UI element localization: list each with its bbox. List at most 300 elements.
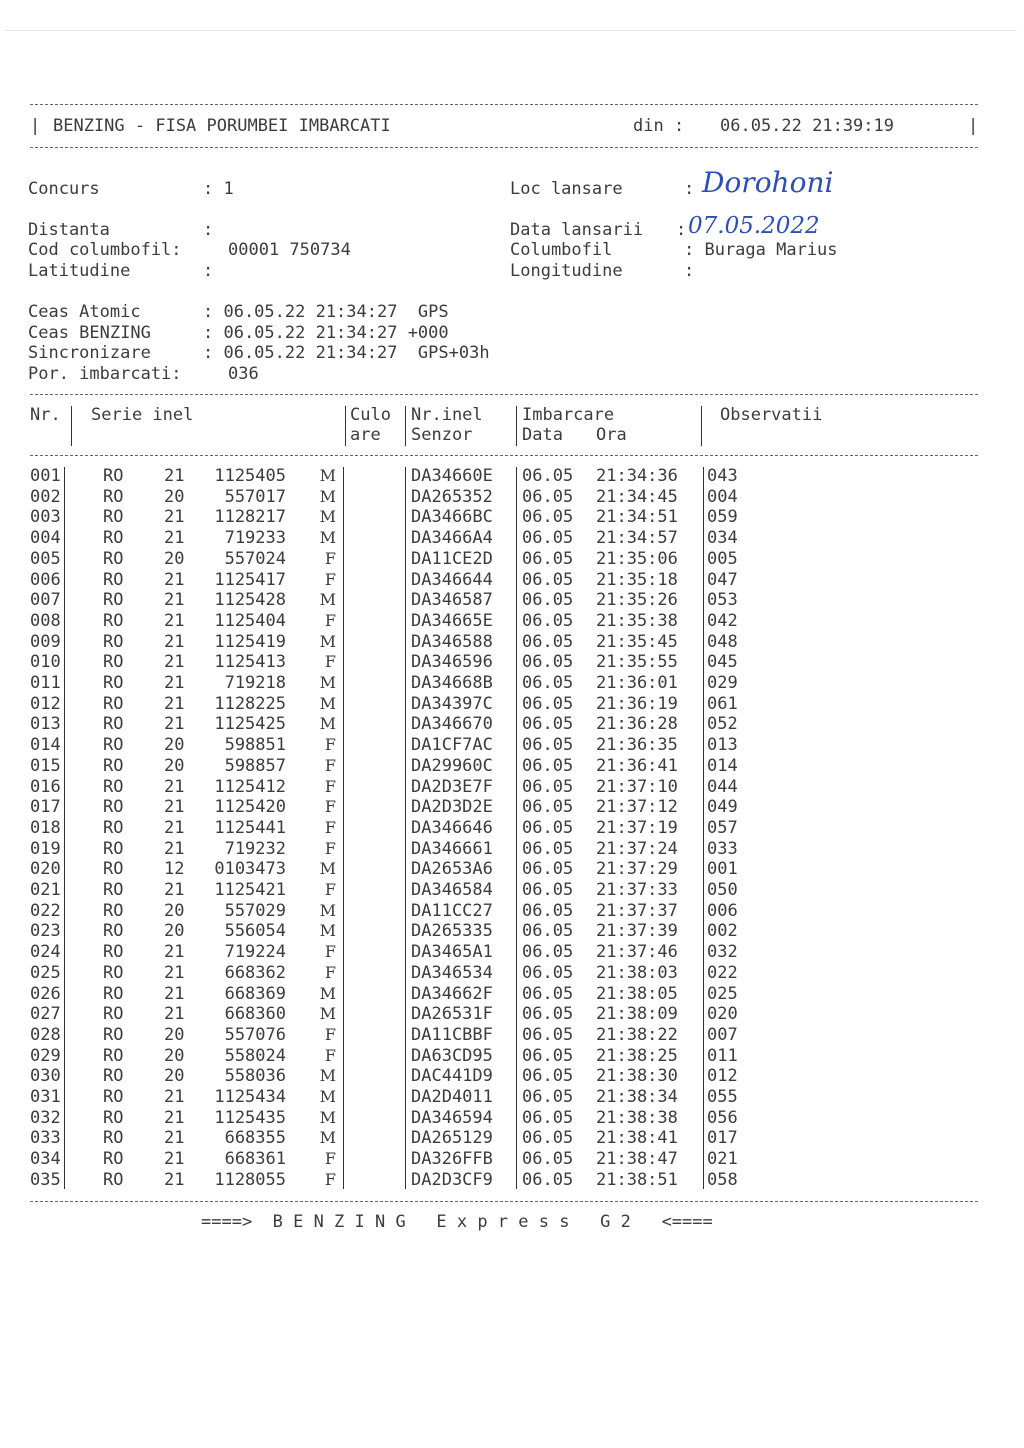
row-nr: 003	[30, 507, 61, 528]
imbarcare-time: 21:38:30	[596, 1066, 678, 1087]
ring-year: 21	[164, 838, 185, 859]
imbarcare-time: 21:35:06	[596, 548, 678, 569]
table-row	[0, 818, 1024, 838]
imbarcare-time: 21:35:18	[596, 569, 678, 590]
ring-country: RO	[103, 528, 124, 549]
ring-number: 1125404	[214, 610, 286, 631]
ring-year: 21	[164, 590, 185, 611]
row-nr: 007	[30, 590, 61, 611]
ring-country: RO	[103, 1107, 124, 1128]
row-nr: 014	[30, 735, 61, 756]
observatii: 047	[707, 569, 738, 590]
table-row	[0, 984, 1024, 1004]
table-row	[0, 839, 1024, 859]
table-row	[0, 859, 1024, 879]
ring-year: 21	[164, 1128, 185, 1149]
imbarcare-date: 06.05	[522, 880, 574, 900]
row-nr: 016	[30, 776, 61, 797]
sensor-id: DA346587	[411, 590, 493, 611]
ring-year: 21	[164, 673, 185, 693]
ring-country: RO	[103, 1087, 124, 1107]
sensor-id: DA2653A6	[411, 859, 493, 880]
table-row	[0, 694, 1024, 714]
imbarcare-time: 21:37:37	[596, 900, 678, 921]
imbarcare-time: 21:38:09	[596, 1004, 678, 1025]
table-row	[0, 901, 1024, 921]
columbofil-value: : Buraga Marius	[684, 240, 838, 260]
por-imbarcati-label: Por. imbarcati:	[28, 364, 182, 384]
latitudine-label: Latitudine	[28, 261, 131, 281]
sensor-id: DA265352	[411, 486, 493, 507]
row-nr: 028	[30, 1024, 61, 1045]
sensor-id: DA265129	[411, 1128, 493, 1149]
ring-country: RO	[103, 900, 124, 921]
data-lansarii-handwritten: 07.05.2022	[688, 213, 820, 239]
loc-lansare-sep: :	[684, 179, 695, 199]
header-top-rule	[30, 104, 978, 105]
imbarcare-time: 21:38:34	[596, 1087, 678, 1107]
ring-number: 719233	[224, 528, 286, 549]
sensor-id: DA346670	[411, 714, 493, 735]
observatii: 025	[707, 983, 738, 1004]
data-lansarii-sep: :	[676, 220, 687, 240]
col-header-serie-inel: Serie inel	[91, 405, 194, 425]
ring-number: 1125428	[214, 590, 286, 611]
ring-number: 668369	[224, 983, 286, 1004]
sensor-id: DA1CF7AC	[411, 735, 493, 756]
imbarcare-date: 06.05	[522, 466, 574, 486]
imbarcare-time: 21:34:57	[596, 528, 678, 549]
imbarcare-time: 21:37:39	[596, 921, 678, 942]
imbarcare-date: 06.05	[522, 859, 574, 880]
ring-number: 557029	[224, 900, 286, 921]
cod-columbofil-value: 00001 750734	[228, 240, 351, 260]
sensor-id: DA26531F	[411, 1004, 493, 1025]
ring-number: 557024	[224, 548, 286, 569]
ring-number: 1125441	[214, 817, 286, 838]
ring-country: RO	[103, 983, 124, 1004]
row-nr: 024	[30, 942, 61, 963]
row-nr: 021	[30, 880, 61, 900]
row-nr: 022	[30, 900, 61, 921]
ring-number: 1125413	[214, 652, 286, 673]
ring-number: 719218	[224, 673, 286, 693]
ring-year: 20	[164, 1024, 185, 1045]
col-header-ora: Ora	[596, 425, 627, 445]
table-row	[0, 1170, 1024, 1190]
imbarcare-time: 21:37:29	[596, 859, 678, 880]
imbarcare-date: 06.05	[522, 610, 574, 631]
ring-number: 1125405	[214, 466, 286, 486]
ring-number: 1125419	[214, 631, 286, 652]
ring-number: 558024	[224, 1045, 286, 1066]
observatii: 034	[707, 528, 738, 549]
ring-country: RO	[103, 1149, 124, 1170]
table-header-top-rule	[30, 394, 978, 395]
ring-country: RO	[103, 548, 124, 569]
imbarcare-date: 06.05	[522, 900, 574, 921]
ring-country: RO	[103, 1004, 124, 1025]
observatii: 052	[707, 714, 738, 735]
sex: F	[324, 962, 336, 982]
observatii: 056	[707, 1107, 738, 1128]
ring-number: 668360	[224, 1004, 286, 1025]
ring-number: 1125412	[214, 776, 286, 797]
ring-year: 21	[164, 942, 185, 963]
sex: F	[324, 652, 336, 672]
ring-number: 1128225	[214, 693, 286, 714]
imbarcare-date: 06.05	[522, 797, 574, 818]
sensor-id: DA11CE2D	[411, 548, 493, 569]
ring-year: 21	[164, 528, 185, 549]
observatii: 022	[707, 962, 738, 983]
ring-number: 0103473	[214, 859, 286, 880]
imbarcare-time: 21:35:55	[596, 652, 678, 673]
ring-country: RO	[103, 693, 124, 714]
header-divider-4	[516, 406, 517, 446]
din-timestamp: 06.05.22 21:39:19	[720, 116, 894, 136]
sensor-id: DA326FFB	[411, 1149, 493, 1170]
ring-country: RO	[103, 652, 124, 673]
ring-country: RO	[103, 776, 124, 797]
sensor-id: DA34662F	[411, 983, 493, 1004]
col-header-culoare-line1: Culo	[350, 405, 391, 425]
sex: F	[324, 942, 336, 962]
row-nr: 026	[30, 983, 61, 1004]
col-header-nr-inel: Nr.inel	[411, 405, 483, 425]
din-label: din :	[633, 116, 685, 136]
loc-lansare-label: Loc lansare	[510, 179, 623, 199]
ring-year: 21	[164, 507, 185, 528]
observatii: 050	[707, 880, 738, 900]
ring-country: RO	[103, 859, 124, 880]
ring-country: RO	[103, 735, 124, 756]
sensor-id: DA2D3D2E	[411, 797, 493, 818]
ring-year: 21	[164, 610, 185, 631]
sensor-id: DA3465A1	[411, 942, 493, 963]
page-top-edge	[5, 30, 1017, 31]
sincronizare-value: : 06.05.22 21:34:27 GPS+03h	[203, 343, 490, 363]
ring-country: RO	[103, 590, 124, 611]
imbarcare-time: 21:38:03	[596, 962, 678, 983]
ring-country: RO	[103, 714, 124, 735]
table-row	[0, 549, 1024, 569]
sex: F	[324, 610, 336, 630]
distanta-label: Distanta	[28, 220, 110, 240]
observatii: 021	[707, 1149, 738, 1170]
table-row	[0, 590, 1024, 610]
sex: F	[324, 880, 336, 899]
table-row	[0, 1046, 1024, 1066]
ring-number: 556054	[224, 921, 286, 942]
imbarcare-time: 21:38:05	[596, 983, 678, 1004]
imbarcare-time: 21:37:24	[596, 838, 678, 859]
sex: M	[319, 1128, 336, 1148]
row-nr: 023	[30, 921, 61, 942]
latitudine-value: :	[203, 261, 214, 281]
sex: F	[324, 569, 336, 589]
table-row	[0, 1087, 1024, 1107]
row-nr: 001	[30, 466, 61, 486]
data-lansarii-label: Data lansarii	[510, 220, 644, 240]
imbarcare-date: 06.05	[522, 776, 574, 797]
imbarcare-time: 21:37:10	[596, 776, 678, 797]
row-nr: 033	[30, 1128, 61, 1149]
sex: M	[319, 507, 336, 527]
imbarcare-date: 06.05	[522, 1087, 574, 1107]
row-nr: 031	[30, 1087, 61, 1107]
sensor-id: DA34660E	[411, 466, 493, 486]
ring-country: RO	[103, 921, 124, 942]
ring-country: RO	[103, 880, 124, 900]
row-nr: 017	[30, 797, 61, 818]
ceas-atomic-value: : 06.05.22 21:34:27 GPS	[203, 302, 449, 322]
table-row	[0, 1149, 1024, 1169]
imbarcare-date: 06.05	[522, 652, 574, 673]
ring-number: 1125434	[214, 1087, 286, 1107]
ring-year: 20	[164, 755, 185, 776]
sex: F	[324, 735, 336, 755]
sex: F	[324, 797, 336, 817]
header-right-bar: |	[968, 116, 979, 136]
table-row	[0, 528, 1024, 548]
row-nr: 005	[30, 548, 61, 569]
header-bottom-rule	[30, 147, 978, 148]
imbarcare-time: 21:35:45	[596, 631, 678, 652]
ring-year: 20	[164, 900, 185, 921]
row-nr: 029	[30, 1045, 61, 1066]
row-nr: 013	[30, 714, 61, 735]
ring-country: RO	[103, 631, 124, 652]
row-nr: 030	[30, 1066, 61, 1087]
ring-year: 20	[164, 1045, 185, 1066]
col-header-imbarcare: Imbarcare	[522, 405, 615, 425]
imbarcare-date: 06.05	[522, 735, 574, 756]
sensor-id: DA3466A4	[411, 528, 493, 549]
sensor-id: DA2D4011	[411, 1087, 493, 1107]
observatii: 033	[707, 838, 738, 859]
table-row	[0, 632, 1024, 652]
sex: M	[319, 693, 336, 713]
sex: F	[324, 755, 336, 775]
table-row	[0, 714, 1024, 734]
ceas-benzing-value: : 06.05.22 21:34:27 +000	[203, 323, 449, 343]
sensor-id: DA63CD95	[411, 1045, 493, 1066]
ring-year: 21	[164, 1087, 185, 1107]
ring-year: 20	[164, 921, 185, 942]
sensor-id: DA265335	[411, 921, 493, 942]
observatii: 061	[707, 693, 738, 714]
ring-number: 668355	[224, 1128, 286, 1149]
row-nr: 002	[30, 486, 61, 507]
header-left-bar: |	[30, 116, 41, 136]
imbarcare-date: 06.05	[522, 838, 574, 859]
ring-year: 21	[164, 569, 185, 590]
sex: F	[324, 1169, 336, 1189]
ring-country: RO	[103, 673, 124, 693]
ring-number: 1125420	[214, 797, 286, 818]
sensor-id: DA346534	[411, 962, 493, 983]
sensor-id: DA2D3CF9	[411, 1169, 493, 1190]
cod-columbofil-label: Cod columbofil:	[28, 240, 182, 260]
observatii: 059	[707, 507, 738, 528]
table-row	[0, 756, 1024, 776]
sex: M	[319, 1066, 336, 1086]
observatii: 057	[707, 817, 738, 838]
sex: M	[319, 486, 336, 506]
table-row	[0, 735, 1024, 755]
imbarcare-date: 06.05	[522, 1169, 574, 1190]
row-nr: 011	[30, 673, 61, 693]
ring-number: 557017	[224, 486, 286, 507]
header-divider-2	[345, 406, 346, 446]
row-nr: 020	[30, 859, 61, 880]
observatii: 029	[707, 673, 738, 693]
distanta-value: :	[203, 220, 214, 240]
observatii: 045	[707, 652, 738, 673]
sex: M	[319, 859, 336, 879]
sex: F	[324, 817, 336, 837]
sex: F	[324, 838, 336, 858]
imbarcare-date: 06.05	[522, 1024, 574, 1045]
ring-number: 598857	[224, 755, 286, 776]
sensor-id: DA346596	[411, 652, 493, 673]
imbarcare-date: 06.05	[522, 631, 574, 652]
observatii: 048	[707, 631, 738, 652]
sensor-id: DA11CBBF	[411, 1024, 493, 1045]
sex: F	[324, 776, 336, 796]
ring-country: RO	[103, 486, 124, 507]
table-row	[0, 1004, 1024, 1024]
imbarcare-date: 06.05	[522, 1066, 574, 1087]
col-header-culoare-line2: are	[350, 425, 381, 445]
ring-country: RO	[103, 507, 124, 528]
sex: F	[324, 1045, 336, 1065]
sex: M	[319, 631, 336, 651]
ring-year: 21	[164, 1004, 185, 1025]
ring-year: 21	[164, 631, 185, 652]
imbarcare-date: 06.05	[522, 942, 574, 963]
table-row	[0, 611, 1024, 631]
sex: M	[319, 714, 336, 734]
imbarcare-time: 21:37:46	[596, 942, 678, 963]
imbarcare-date: 06.05	[522, 507, 574, 528]
ring-year: 12	[164, 859, 185, 880]
row-nr: 027	[30, 1004, 61, 1025]
sex: M	[319, 1107, 336, 1127]
table-header-bottom-rule	[30, 455, 978, 456]
imbarcare-date: 06.05	[522, 548, 574, 569]
table-row	[0, 652, 1024, 672]
ring-country: RO	[103, 1169, 124, 1190]
sex: M	[319, 1004, 336, 1024]
document-title: BENZING - FISA PORUMBEI IMBARCATI	[53, 116, 391, 136]
sensor-id: DA346584	[411, 880, 493, 900]
sex: M	[319, 590, 336, 610]
table-row	[0, 673, 1024, 693]
sex: M	[319, 983, 336, 1003]
imbarcare-date: 06.05	[522, 528, 574, 549]
imbarcare-date: 06.05	[522, 714, 574, 735]
imbarcare-date: 06.05	[522, 486, 574, 507]
table-bottom-rule	[30, 1201, 978, 1202]
imbarcare-time: 21:34:51	[596, 507, 678, 528]
table-row	[0, 1025, 1024, 1045]
header-divider-5	[701, 406, 702, 446]
imbarcare-date: 06.05	[522, 569, 574, 590]
ring-year: 21	[164, 693, 185, 714]
header-divider-3	[405, 406, 406, 446]
imbarcare-time: 21:35:26	[596, 590, 678, 611]
ring-country: RO	[103, 1024, 124, 1045]
sex: M	[319, 1087, 336, 1106]
ring-number: 1128055	[214, 1169, 286, 1190]
ring-number: 1125425	[214, 714, 286, 735]
ring-country: RO	[103, 466, 124, 486]
ring-country: RO	[103, 569, 124, 590]
ring-year: 21	[164, 962, 185, 983]
imbarcare-date: 06.05	[522, 590, 574, 611]
ring-number: 719224	[224, 942, 286, 963]
longitudine-label: Longitudine	[510, 261, 623, 281]
observatii: 007	[707, 1024, 738, 1045]
ring-year: 21	[164, 1107, 185, 1128]
observatii: 013	[707, 735, 738, 756]
imbarcare-date: 06.05	[522, 1149, 574, 1170]
ring-number: 558036	[224, 1066, 286, 1087]
ceas-atomic-label: Ceas Atomic	[28, 302, 141, 322]
sensor-id: DA34668B	[411, 673, 493, 693]
table-row	[0, 487, 1024, 507]
observatii: 002	[707, 921, 738, 942]
ring-country: RO	[103, 1128, 124, 1149]
header-divider-1	[71, 406, 72, 446]
imbarcare-time: 21:38:22	[596, 1024, 678, 1045]
sensor-id: DA346646	[411, 817, 493, 838]
sensor-id: DA346594	[411, 1107, 493, 1128]
por-imbarcati-value: 036	[228, 364, 259, 384]
imbarcare-date: 06.05	[522, 1128, 574, 1149]
ceas-benzing-label: Ceas BENZING	[28, 323, 151, 343]
ring-country: RO	[103, 817, 124, 838]
row-nr: 015	[30, 755, 61, 776]
sex: M	[319, 528, 336, 548]
observatii: 020	[707, 1004, 738, 1025]
row-nr: 009	[30, 631, 61, 652]
observatii: 053	[707, 590, 738, 611]
ring-number: 1125435	[214, 1107, 286, 1128]
observatii: 006	[707, 900, 738, 921]
row-nr: 004	[30, 528, 61, 549]
observatii: 012	[707, 1066, 738, 1087]
ring-number: 668361	[224, 1149, 286, 1170]
ring-country: RO	[103, 942, 124, 963]
sex: F	[324, 1024, 336, 1044]
row-nr: 035	[30, 1169, 61, 1190]
ring-number: 719232	[224, 838, 286, 859]
sex: F	[324, 548, 336, 568]
columbofil-label: Columbofil	[510, 240, 613, 260]
observatii: 014	[707, 755, 738, 776]
observatii: 043	[707, 466, 738, 486]
table-row	[0, 466, 1024, 486]
imbarcare-time: 21:36:35	[596, 735, 678, 756]
table-row	[0, 1066, 1024, 1086]
sensor-id: DA346644	[411, 569, 493, 590]
ring-country: RO	[103, 797, 124, 818]
imbarcare-date: 06.05	[522, 673, 574, 693]
sex: M	[319, 466, 336, 485]
